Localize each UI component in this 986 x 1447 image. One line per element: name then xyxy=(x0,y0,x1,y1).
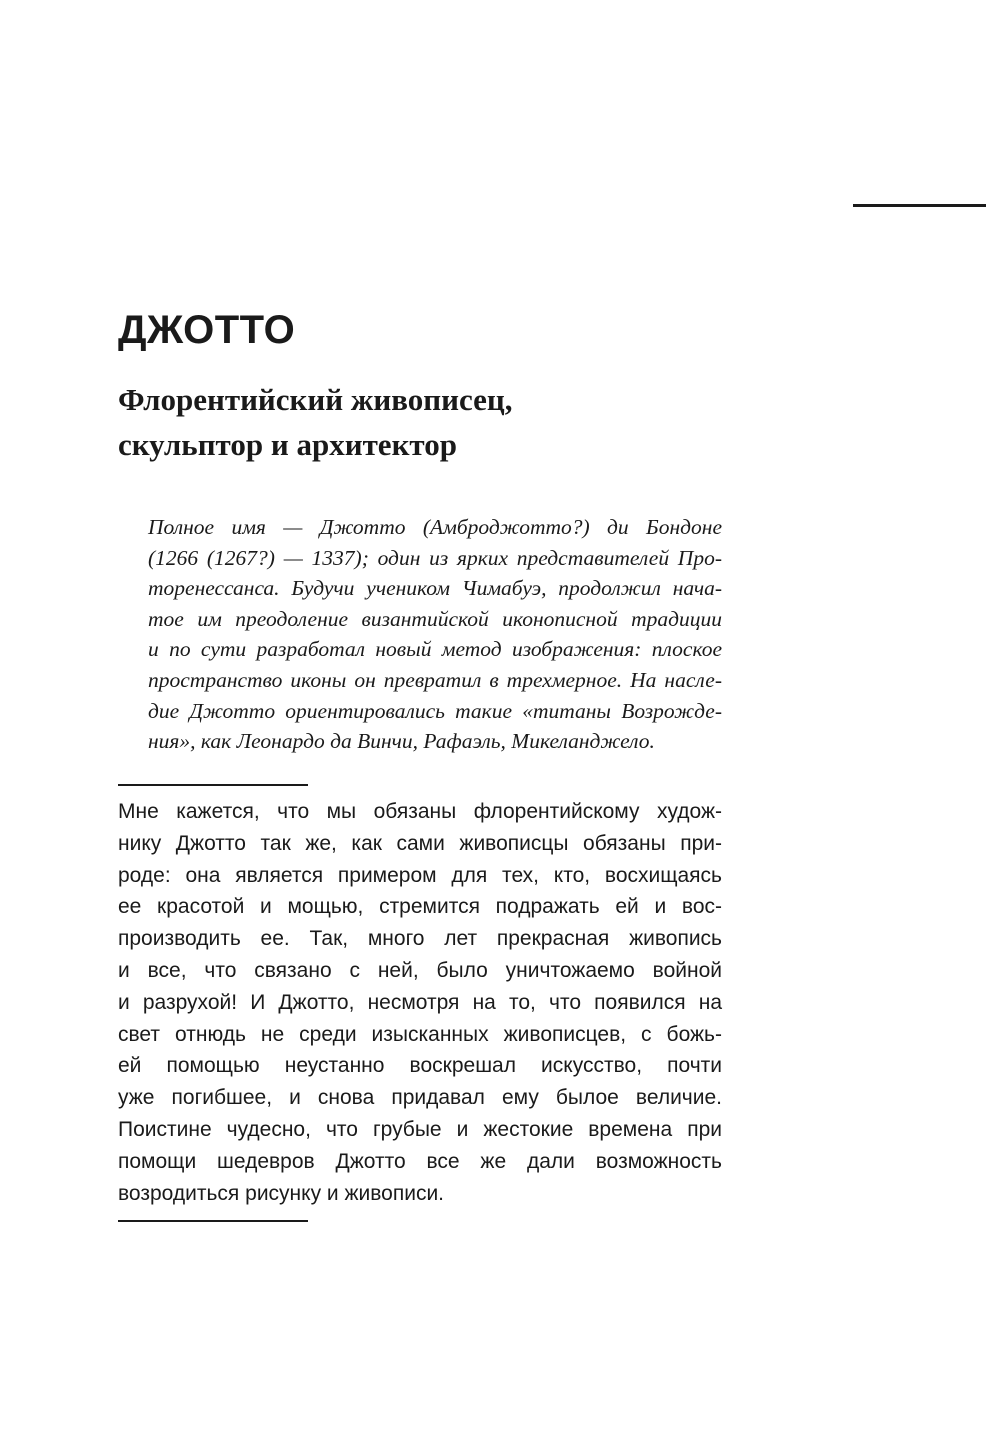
body-line: ей помощью неустанно воскрешал искусство, почти xyxy=(118,1054,722,1078)
body-line: ее красотой и мощью, стремится подражать ей и вос- xyxy=(118,895,722,919)
bio-line: (1266 (1267?) — 1337); один из ярких представителей Про- xyxy=(148,545,722,570)
bio-line: Полное имя — Джотто (Амброджотто?) ди Бондоне xyxy=(148,515,722,539)
quote-body xyxy=(118,796,722,1209)
section-divider-bottom xyxy=(118,1220,308,1222)
body-line: роде: она является примером для тех, кто, восхищаясь xyxy=(118,863,722,887)
body-line: возродиться рисунку и живописи. xyxy=(118,1181,445,1205)
chapter-title: ДЖОТТО xyxy=(118,308,296,352)
body-line: и разрухой! И Джотто, несмотря на то, что появился на xyxy=(118,990,722,1014)
body-line: свет отнюдь не среди изысканных живописцев, с божь- xyxy=(118,1022,722,1046)
body-line: и все, что связано с ней, было уничтожаемо войной xyxy=(118,958,722,982)
bio-line: торенессанса. Будучи учеником Чимабуэ, продолжил нача- xyxy=(148,576,722,601)
subtitle-line: скульптор и архитектор xyxy=(118,427,457,462)
body-line: помощи шедевров Джотто все же дали возможность xyxy=(118,1149,722,1173)
biography-note xyxy=(148,512,722,757)
bio-line: пространство иконы он превратил в трехмерное. На насле- xyxy=(148,667,722,692)
bio-line: и по сути разработал новый метод изображения: плоское xyxy=(148,637,722,662)
bio-line: дие Джотто ориентировались такие «титаны Возрожде- xyxy=(148,698,722,723)
body-line: производить ее. Так, много лет прекрасная живопись xyxy=(118,927,722,951)
page-top-rule xyxy=(853,204,986,207)
body-line: Мне кажется, что мы обязаны флорентийскому худож- xyxy=(118,800,722,823)
chapter-subtitle xyxy=(118,377,758,467)
bio-line: тое им преодоление византийской иконописной традиции xyxy=(148,606,722,631)
bio-line: ния», как Леонардо да Винчи, Рафаэль, Микеланджело. xyxy=(148,729,655,754)
body-line: уже погибшее, и снова придавал ему былое величие. xyxy=(118,1086,722,1110)
subtitle-line: Флорентийский живописец, xyxy=(118,382,513,417)
body-line: нику Джотто так же, как сами живописцы обязаны при- xyxy=(118,831,722,855)
body-line: Поистине чудесно, что грубые и жестокие времена при xyxy=(118,1117,722,1141)
section-divider-top xyxy=(118,784,308,786)
